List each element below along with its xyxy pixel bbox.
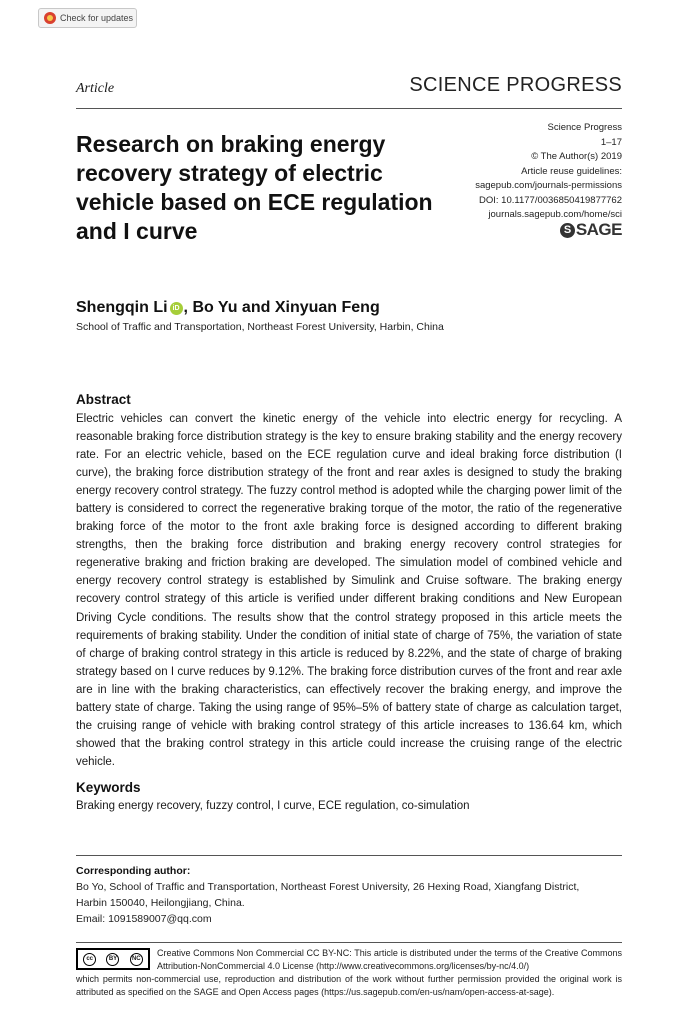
- article-title: Research on braking energy recovery strategy of electric vehicle based on ECE regulation and I curve: [76, 131, 433, 244]
- meta-journal: Science Progress: [547, 122, 622, 133]
- author-rest: , Bo Yu and Xinyuan Feng: [183, 299, 380, 316]
- by-icon: BY: [106, 953, 119, 966]
- cc-icon: cc: [83, 953, 96, 966]
- publication-meta: [475, 121, 622, 223]
- nc-icon: NC: [130, 953, 143, 966]
- author-list: [76, 299, 380, 317]
- author-affiliation: School of Traffic and Transportation, Northeast Forest University, Harbin, China: [76, 321, 444, 333]
- keywords-heading: Keywords: [76, 780, 141, 795]
- sage-s-icon: S: [560, 223, 575, 238]
- corresponding-author-line1: Bo Yo, School of Traffic and Transportation, Northeast Forest University, 26 Hexing Road, Xiangfang District,: [76, 881, 580, 893]
- meta-doi[interactable]: DOI: 10.1177/0036850419877762: [479, 194, 622, 206]
- footnote-divider: [76, 855, 622, 856]
- meta-copyright: © The Author(s) 2019: [531, 151, 622, 162]
- article-type-label: Article: [76, 81, 115, 96]
- author-first: Shengqin Li: [76, 299, 168, 316]
- sage-logo-text: SAGE: [575, 220, 622, 239]
- meta-pages: 1–17: [600, 136, 622, 148]
- header-divider: [76, 108, 622, 109]
- crossmark-icon: [44, 12, 56, 24]
- orcid-icon[interactable]: iD: [170, 302, 183, 315]
- abstract-heading: Abstract: [76, 392, 131, 407]
- meta-reuse-link[interactable]: sagepub.com/journals-permissions: [475, 180, 622, 191]
- meta-reuse-label: Article reuse guidelines:: [521, 165, 622, 177]
- abstract-text: Electric vehicles can convert the kinetic energy of the vehicle into electric energy for recycling. A reasonable braking force distribution strategy is the key to ensure braking stability and the energy recovery rate. For an electric vehicle, based on the ECE regulation curve and ideal braking force distribution (I curve), the braking force distribution strategy of the front and rear axles is designed to study the braking energy recovery control strategy. The fuzzy control method is adopted while the charging power limit of the battery is considered to correct the regenerative braking torque of the motor, the ratio of the regenerative braking force of the motor to the front axle braking force is designed according to different braking strengths, then the braking force distribution and braking energy recovery control strategies for regenerative braking and friction braking are developed. The simulation model of combined vehicle and energy recovery control strategy is established by Simulink and Cruise software. The braking energy recovery control strategy of this article is verified under different braking conditions and New European Driving Cycle conditions. The results show that the control strategy proposed in this article meets the requirements of braking stability. Under the condition of initial state of charge of 75%, the variation of state of charge of braking control strategy in this article is reduced by 8.22%, and the state of charge of braking strategy based on I curve reduces by 9.12%. The braking force distribution curves of the front and rear axle are in line with the braking characteristics, can effectively recover the braking energy, and improve the battery state of charge. Taking the using range of 95%–5% of battery state of charge as calculation target, the cruising range of vehicle with braking control strategy of this article increases to 136.64 km, which showed that the braking control strategy in this article could increase the cruising range of the electric vehicle.: [76, 413, 622, 768]
- meta-home-link[interactable]: journals.sagepub.com/home/sci: [488, 209, 622, 220]
- license-divider: [76, 942, 622, 943]
- check-for-updates-label: Check for updates: [60, 13, 134, 23]
- corresponding-author-email[interactable]: Email: 1091589007@qq.com: [76, 913, 212, 925]
- corresponding-author-line2: Harbin 150040, Heilongjiang, China.: [76, 897, 245, 909]
- sage-logo: [560, 220, 622, 240]
- license-text-line2: which permits non-commercial use, reproduction and distribution of the work without further permission provided the original work is attributed as specified on the SAGE and Open Access pages (https://us.sagepub.com/en-us/nam/open-access-at-sage).: [76, 974, 622, 998]
- corresponding-author-heading: Corresponding author:: [76, 865, 191, 877]
- creative-commons-logo: [76, 948, 150, 970]
- check-for-updates-button[interactable]: [38, 8, 137, 28]
- keywords-text: Braking energy recovery, fuzzy control, I curve, ECE regulation, co-simulation: [76, 800, 470, 812]
- license-text-line1: Creative Commons Non Commercial CC BY-NC: This article is distributed under the terms of the Creative Commons Attribution-NonCommercial 4.0 License (http://www.creativecommons.org/licenses/by-nc/4.0/): [157, 948, 622, 972]
- corresponding-author-details: [76, 879, 626, 927]
- journal-name: SCIENCE PROGRESS: [409, 74, 622, 96]
